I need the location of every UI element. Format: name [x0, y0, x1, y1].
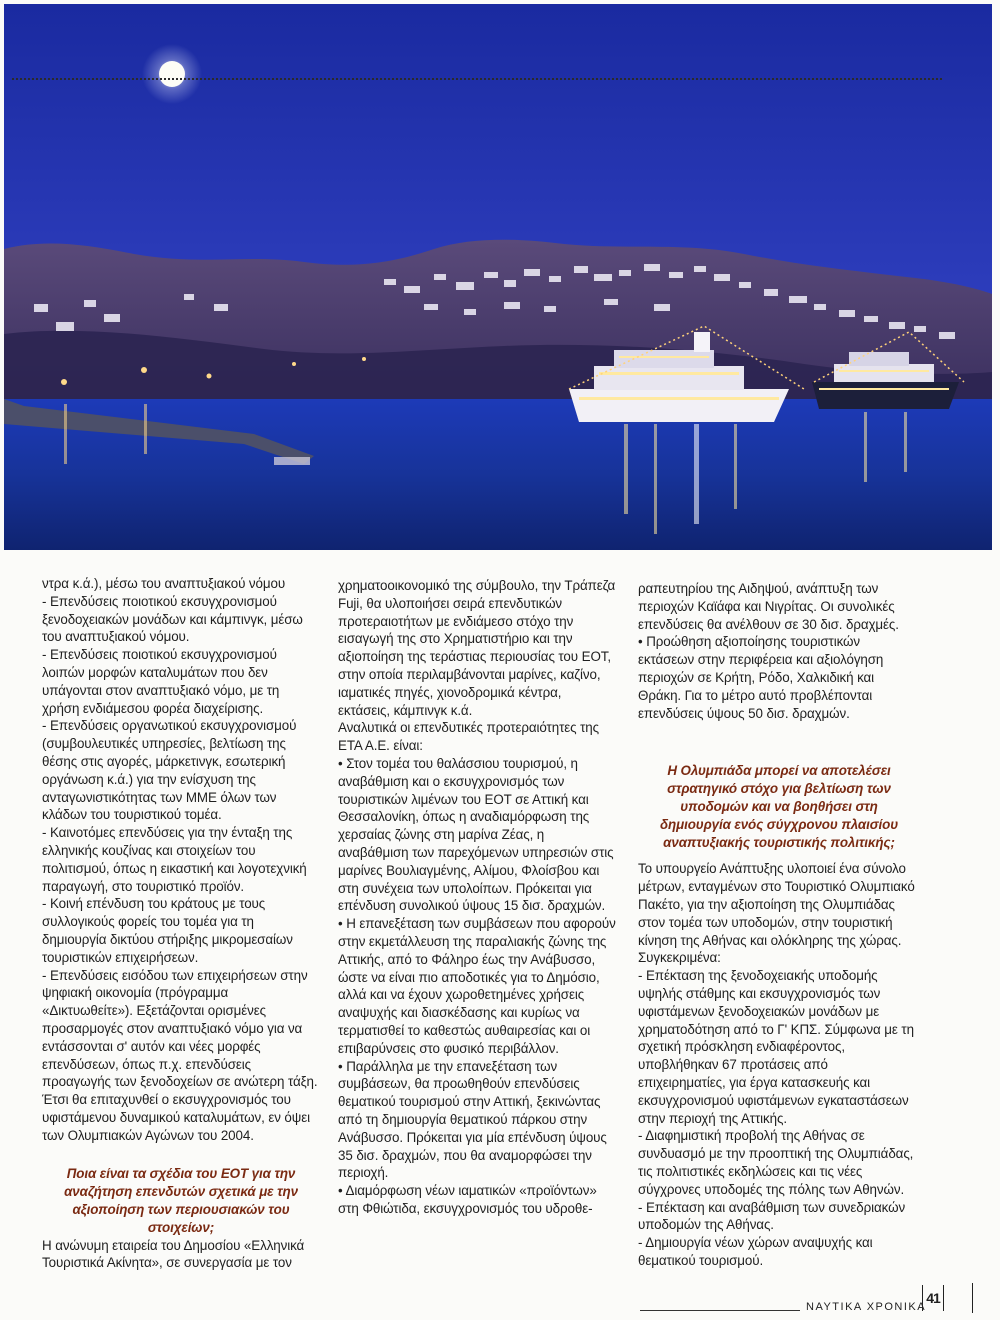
page-number: 41 [922, 1285, 944, 1311]
paragraph: - Επενδύσεις οργανωτικού εκσυγχρονισμού (συμβουλευτικές υπηρεσίες, βελτίωση της θέσης στις αγορές, μάρκετινγκ, εσωτερική οργάνωση κ.ά.) για την ενίσχυση της ανταγωνιστικότητας των ΜΜΕ όλων των κλάδων του τουριστικού τομέα. [42, 718, 297, 823]
decorative-dotted-rule [12, 78, 942, 80]
paragraph: - Καινοτόμες επενδύσεις για την ένταξη της ελληνικής κουζίνας και στοιχείων του πολιτισμού, όπως η εικαστική και λογοτεχνική παραγωγή, στο τουριστικό προϊόν. [42, 825, 307, 894]
paragraph: • Διαμόρφωση νέων ιαματικών «προϊόντων» στη Φθιώτιδα, εκσυγχρονισμός του υδροθε- [338, 1183, 597, 1216]
paragraph: - Επενδύσεις ποιοτικού εκσυγχρονισμού λοιπών μορφών καταλυμάτων που δεν υπάγονται στον αναπτυξιακό νόμο, με τη χρήση ενδιάμεσου φορέα διαχείρισης. [42, 647, 280, 716]
paragraph: - Επέκταση της ξενοδοχειακής υποδομής υψηλής στάθμης και εκσυγχρονισμός των υφιστάμενων ξενοδοχειακών μονάδων με χρηματοδότηση από το Γ' ΚΠΣ. Σύμφωνα με τη σχετική πρόσκληση ενδιαφέροντος, υποβλήθηκαν 67 προτάσεις από επιχειρηματίες, για έργα κατασκευής και εκσυγχρονισμού υφιστάμενων εγκαταστάσεων στην περιοχή της Αττικής. [638, 968, 914, 1126]
paragraph: ραπευτηρίου της Αιδηψού, ανάπτυξη των περιοχών Καϊάφα και Νιγρίτας. Οι συνολικές επενδύσεις θα ανέλθουν σε 30 δισ. δραχμές. [638, 581, 899, 632]
paragraph: - Επενδύσεις εισόδου των επιχειρήσεων στην ψηφιακή οικονομία (πρόγραμμα «Δικτυωθείτε»). Εξετάζονται ορισμένες προσαρμογές στον αναπτυξιακό νόμο για να εντάσσονται σ' αυτόν και νέες μορφές επενδύσεων, όπως π.χ. επενδύσεις προαγωγής των ξενοδοχείων σε ανώτερη τάξη. Έτσι θα επιταχυνθεί ο εκσυγχρονισμός του υφιστάμενου δυναμικού καταλυμάτων, εν όψει των Ολυμπιακών Αγώνων του 2004. [42, 967, 318, 1143]
publication-name: ΝΑΥΤΙΚΑ ΧΡΟΝΙΚΑ [800, 1301, 932, 1313]
paragraph: - Δημιουργία νέων χώρων αναψυχής και θεματικού τουρισμού. [638, 1235, 873, 1268]
paragraph: • Παράλληλα με την επανεξέταση των συμβάσεων, θα προωθηθούν επενδύσεις θεματικού τουρισμού στην Αττική, ξεκινώντας από τη δημιουργία θεματικού πάρκου στην Ανάβυσσο. Πρόκειται για μία επένδυση ύψους 35 δισ. δραχμών, που θα αναμορφώσει την περιοχή. [338, 1058, 607, 1181]
interview-question: Ποια είναι τα σχέδια του ΕΟΤ για την αναζήτηση επενδυτών σχετικά με την αξιοποίηση των περιουσιακών του στοιχείων; [64, 1165, 298, 1235]
paragraph: - Επενδύσεις ποιοτικού εκσυγχρονισμού ξενοδοχειακών μονάδων και κάμπινγκ, μέσω του αναπτυξιακού νόμου. [42, 593, 303, 645]
page-footer [640, 1290, 970, 1317]
article-column-3 [638, 580, 916, 1270]
paragraph: χρηματοοικονομικό της σύμβουλο, την Τράπεζα Fuji, θα υλοποιήσει σειρά επενδυτικών προτεραιοτήτων με ενδιάμεσο στόχο την εισαγωγή της στο Χρηματιστήριο και την αξιοποίηση της τεράστιας περιουσίας του ΕΟΤ, στην οποία περιλαμβάνονται μαρίνες, καζίνο, ιαματικές πηγές, χιονοδρομικά κέντρα, εκτάσεις, κάμπινγκ κ.ά. [338, 578, 616, 718]
interview-question: Η Ολυμπιάδα μπορεί να αποτελέσει στρατηγικό στόχο για βελτίωση των υποδομών και να βοηθήσει στη δημιουργία ενός σύγχρονου πλαισίου αναπτυξιακής τουριστικής πολιτικής; [659, 763, 899, 851]
paragraph: Η ανώνυμη εταιρεία του Δημοσίου «Ελληνικά Τουριστικά Ακίνητα», σε συνεργασία με τον [42, 1237, 305, 1271]
paragraph: - Επέκταση και αναβάθμιση των συνεδριακών υποδομών της Αθήνας. [638, 1199, 906, 1233]
footer-side-rule [972, 1283, 973, 1313]
paragraph: • Η επανεξέταση των συμβάσεων που αφορούν στην εκμετάλλευση της παραλιακής ζώνης της Αττικής, από το Φάληρο έως την Ανάβυσσο, ώστε να είναι πιο αποδοτικές για το Δημόσιο, αλλά και να έχουν χωροθετημένες χρήσεις αναψυχής και διασκέδασης και κυρίως να τερματισθεί το καθεστώς αυθαιρεσίας και οι επιβαρύνσεις στο φυσικό περιβάλλον. [338, 916, 616, 1056]
harbor-night-photo [4, 4, 992, 550]
paragraph: Αναλυτικά οι επενδυτικές προτεραιότητες της ΕΤΑ Α.Ε. είναι: [338, 720, 600, 754]
harbor-night-illustration [4, 4, 992, 550]
paragraph: - Διαφημιστική προβολή της Αθήνας σε συνδυασμό με την προοπτική της Ολυμπιάδας, τις πολιτιστικές εκδηλώσεις και τις νέες σύγχρονες υποδομές της πόλης των Αθηνών. [638, 1128, 914, 1197]
article-column-2 [338, 577, 616, 1218]
paragraph: • Προώθηση αξιοποίησης τουριστικών εκτάσεων στην περιφέρεια και αξιολόγηση περιοχών σε Κρήτη, Ρόδο, Χαλκιδική και Θράκη. Για το μέτρο αυτό προβλέπονται επενδύσεις ύψους 50 δισ. δραχμών. [638, 634, 884, 721]
paragraph: ντρα κ.ά.), μέσω του αναπτυξιακού νόμου [42, 576, 286, 591]
paragraph: • Στον τομέα του θαλάσσιου τουρισμού, η αναβάθμιση και ο εκσυγχρονισμός των τουριστικών λιμένων του ΕΟΤ σε Αττική και Θεσσαλονίκη, όπως η αναδιαμόρφωση της χερσαίας ζώνης στη μαρίνα Ζέας, η αναβάθμιση των παρεχόμενων υπηρεσιών στις μαρίνες Βουλιαγμένης, Αλίμου, Φλοίσβου και στη συνέχεια των υπολοίπων. Πρόκειται για επένδυση συνολικού ύψους 15 δισ. δραχμών. [338, 755, 614, 914]
paragraph: Το υπουργείο Ανάπτυξης υλοποιεί ένα σύνολο μέτρων, ενταγμένων στο Τουριστικό Ολυμπιακό Πακέτο, για την αξιοποίηση της Ολυμπιάδας στον τομέα των υποδομών, στην τουριστική κίνηση της Αθήνας και ολόκληρης της χώρας. Συγκεκριμένα: [638, 861, 915, 966]
paragraph: - Κοινή επένδυση του κράτους με τους συλλογικούς φορείς του τομέα για τη δημιουργία δικτύου στήριξης μικρομεσαίων τουριστικών επιχειρήσεων. [42, 896, 293, 965]
article-column-1 [42, 575, 320, 1272]
moon [159, 61, 185, 87]
